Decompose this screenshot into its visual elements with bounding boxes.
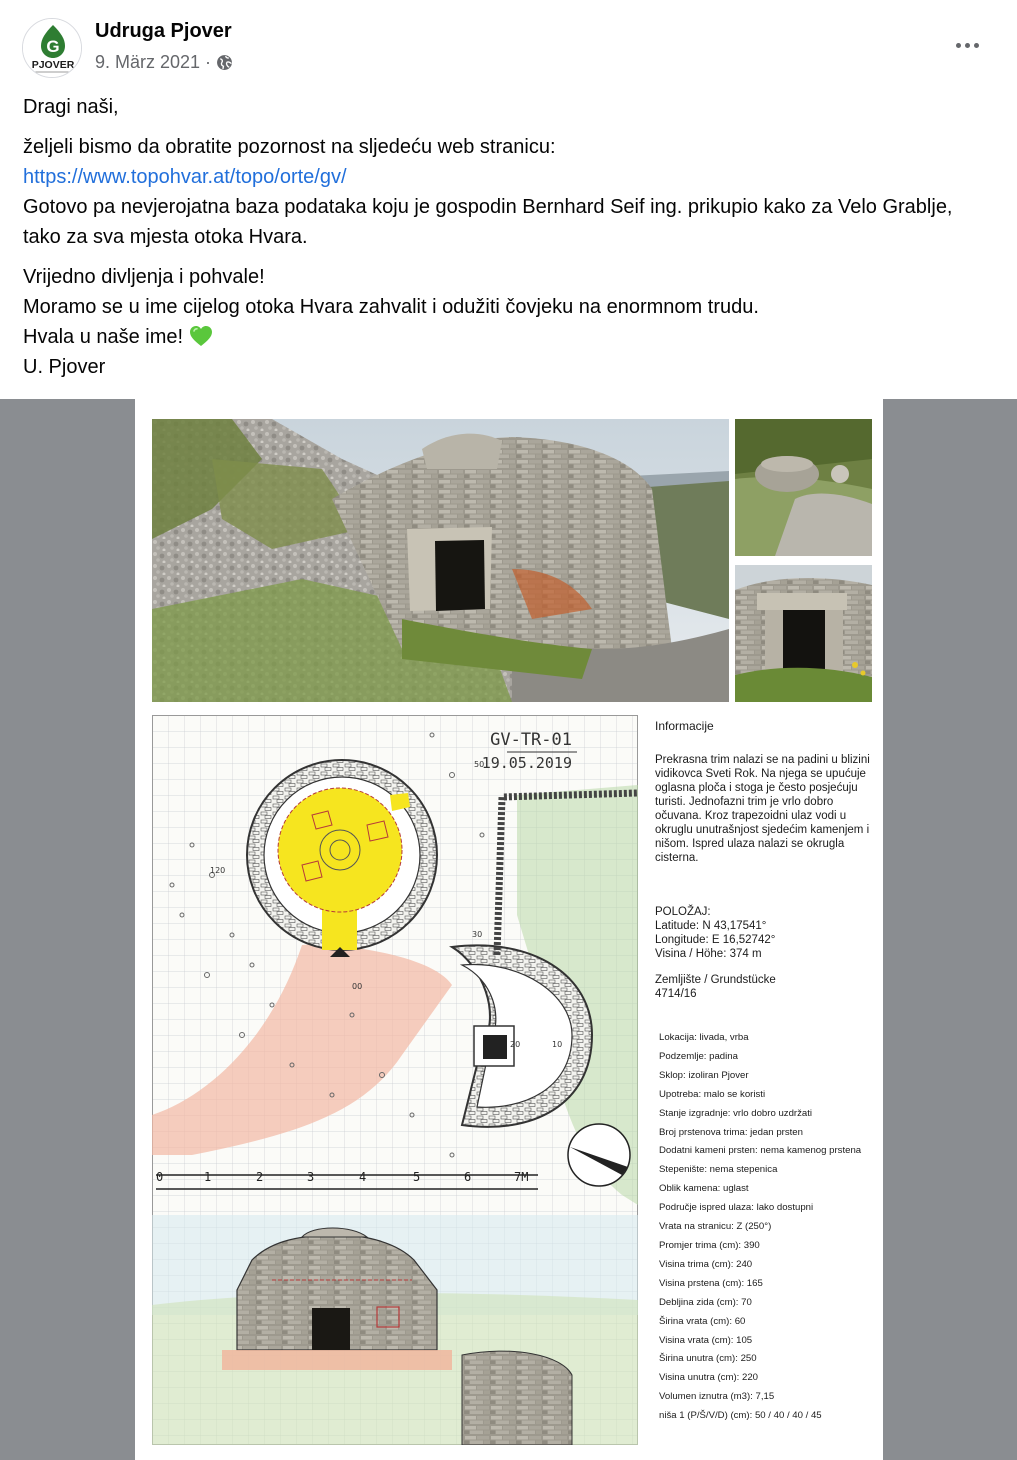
svg-text:5: 5 bbox=[413, 1170, 421, 1184]
trim-main-photo bbox=[152, 419, 729, 702]
svg-text:PJOVER: PJOVER bbox=[31, 59, 75, 71]
svg-text:19.05.2019: 19.05.2019 bbox=[481, 754, 572, 772]
svg-text:4: 4 bbox=[359, 1170, 367, 1184]
detail-item: Stanje izgradnje: vrlo dobro uzdržati bbox=[659, 1107, 813, 1119]
detail-item: Stepenište: nema stepenica bbox=[659, 1164, 778, 1176]
detail-item: Oblik kamena: uglast bbox=[659, 1183, 749, 1195]
detail-item: Vrata na stranicu: Z (250°) bbox=[659, 1221, 772, 1233]
svg-text:2: 2 bbox=[256, 1170, 264, 1184]
detail-list bbox=[655, 1029, 870, 1426]
thanks-paragraph bbox=[23, 262, 993, 382]
detail-item: Visina trima (cm): 240 bbox=[659, 1258, 753, 1270]
detail-item: Podzemlje: padina bbox=[659, 1050, 738, 1062]
dot-icon bbox=[974, 43, 979, 48]
info-description: Prekrasna trim nalazi se na padini u blizini vidikovca Sveti Rok. Na njega se upućuje oglasna ploča i stoga je često posjećuju turisti. Jednofazni trim je vrlo dobro očuvana. Kroz trapezoidni ulaz vodi u okruglu unutrašnjost sjedećim kamenjem i nišom. Ispred ulaza nalazi se okrugla cisterna. bbox=[655, 754, 870, 864]
greeting-paragraph: Dragi naši, bbox=[23, 96, 119, 118]
svg-text:120: 120 bbox=[210, 866, 226, 875]
signature: U. Pjover bbox=[23, 356, 106, 378]
description-line: Gotovo pa nevjerojatna baza podataka koju je gospodin Bernhard Seif ing. prikupio kako za Velo Grablje, tako za sva mjesta otoka Hvara. bbox=[23, 196, 953, 248]
svg-text:3: 3 bbox=[307, 1170, 315, 1184]
dot-icon bbox=[965, 43, 970, 48]
svg-text:6: 6 bbox=[464, 1170, 472, 1184]
parcel-block bbox=[655, 973, 870, 1001]
detail-item: Debljina zida (cm): 70 bbox=[659, 1296, 752, 1308]
detail-item: Područje ispred ulaza: lako dostupni bbox=[659, 1202, 814, 1214]
detail-item: Visina unutra (cm): 220 bbox=[659, 1372, 759, 1384]
trim-plan-drawing bbox=[152, 715, 638, 1445]
svg-text:G: G bbox=[46, 37, 60, 56]
detail-item: Visina vrata (cm): 105 bbox=[659, 1334, 753, 1346]
green-heart-icon bbox=[189, 325, 213, 347]
topo-sheet-image[interactable] bbox=[135, 399, 883, 1460]
svg-text:30: 30 bbox=[472, 930, 483, 939]
height: Visina / Höhe: 374 m bbox=[655, 948, 762, 960]
detail-item: Volumen iznutra (m3): 7,15 bbox=[659, 1391, 775, 1403]
detail-item: Lokacija: livada, vrba bbox=[659, 1032, 749, 1043]
dot-icon bbox=[956, 43, 961, 48]
svg-text:50: 50 bbox=[474, 760, 485, 769]
topohvar-link[interactable]: https://www.topohvar.at/topo/orte/gv/ bbox=[23, 166, 347, 188]
intro-line: željeli bismo da obratite pozornost na sljedeću web stranicu: bbox=[23, 136, 556, 158]
post-image-area[interactable] bbox=[0, 399, 1017, 1460]
thanks-line: Hvala u naše ime! bbox=[23, 326, 184, 348]
page-avatar[interactable] bbox=[22, 18, 82, 78]
detail-item: Širina unutra (cm): 250 bbox=[659, 1353, 757, 1365]
post-date-link[interactable]: 9. März 2021 · bbox=[95, 52, 212, 72]
post-meta bbox=[95, 52, 233, 73]
svg-text:0: 0 bbox=[156, 1170, 164, 1184]
parcel-title: Zemljište / Grundstücke bbox=[655, 974, 776, 986]
detail-item: Dodatni kameni prsten: nema kamenog prstena bbox=[659, 1145, 862, 1157]
trim-door-photo bbox=[735, 565, 872, 702]
svg-text:7M: 7M bbox=[514, 1170, 529, 1184]
detail-item: Sklop: izoliran Pjover bbox=[659, 1069, 749, 1081]
post-message bbox=[23, 92, 993, 392]
position-title: POLOŽAJ: bbox=[655, 906, 711, 918]
detail-item: Visina prstena (cm): 165 bbox=[659, 1277, 763, 1289]
svg-text:10: 10 bbox=[552, 1040, 563, 1049]
parcel-number: 4714/16 bbox=[655, 988, 697, 1000]
pjover-logo bbox=[23, 19, 82, 78]
praise-line: Vrijedno divljenja i pohvale! bbox=[23, 266, 265, 288]
page-name-link[interactable]: Udruga Pjover bbox=[95, 20, 232, 42]
link-paragraph bbox=[23, 132, 993, 252]
latitude: Latitude: N 43,17541° bbox=[655, 920, 767, 932]
svg-text:GV-TR-01: GV-TR-01 bbox=[490, 730, 572, 750]
svg-text:20: 20 bbox=[510, 1040, 521, 1049]
detail-item: niša 1 (P/Š/V/D) (cm): 50 / 40 / 40 / 45 bbox=[659, 1410, 822, 1422]
trim-side-photo bbox=[735, 419, 872, 556]
trim-info-panel bbox=[655, 719, 870, 1426]
post-options-button[interactable] bbox=[947, 30, 987, 60]
detail-item: Promjer trima (cm): 390 bbox=[659, 1239, 760, 1251]
detail-item: Širina vrata (cm): 60 bbox=[659, 1315, 746, 1327]
gratitude-line: Moramo se u ime cijelog otoka Hvara zahvalit i odužiti čovjeku na enormnom trudu. bbox=[23, 296, 759, 318]
post-header bbox=[0, 0, 1017, 88]
svg-text:1: 1 bbox=[204, 1170, 212, 1184]
svg-text:00: 00 bbox=[352, 982, 363, 991]
detail-item: Broj prstenova trima: jedan prsten bbox=[659, 1126, 803, 1138]
info-title: Informacije bbox=[655, 719, 714, 733]
globe-icon[interactable] bbox=[216, 54, 233, 71]
detail-item: Upotreba: malo se koristi bbox=[659, 1088, 766, 1100]
longitude: Longitude: E 16,52742° bbox=[655, 934, 776, 946]
position-block bbox=[655, 905, 870, 961]
